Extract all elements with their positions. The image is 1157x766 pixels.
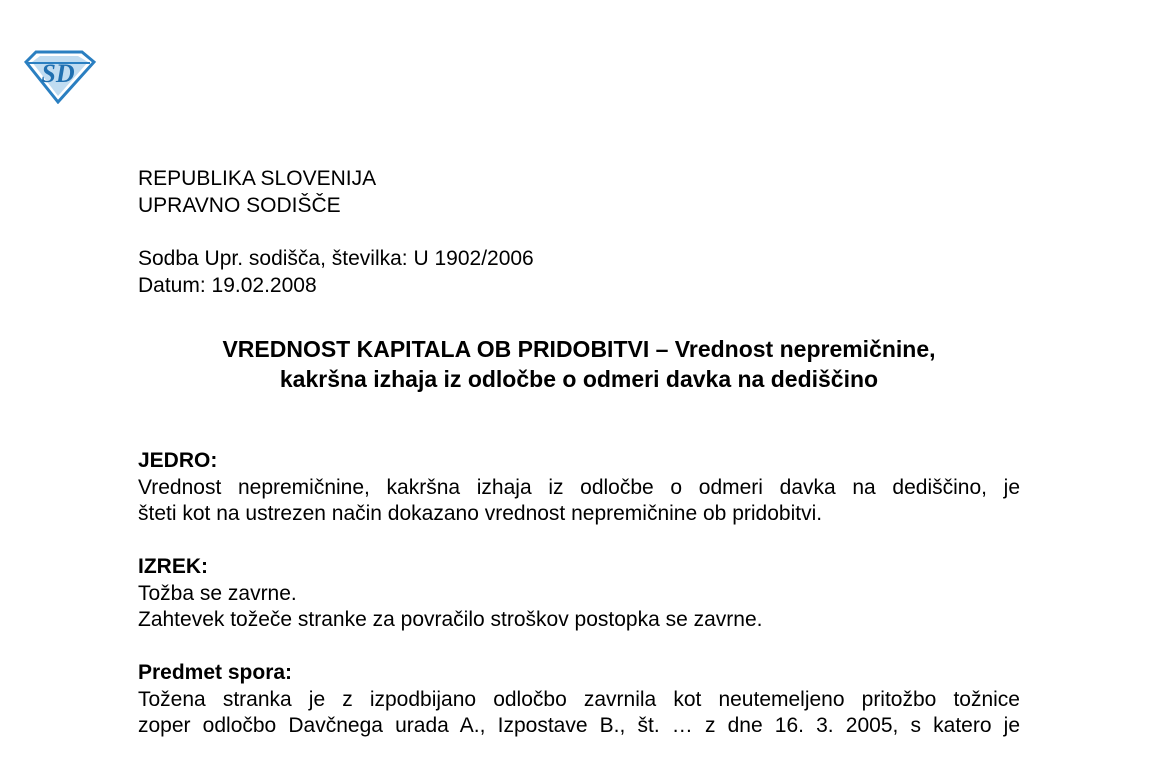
header-country: REPUBLIKA SLOVENIJA: [138, 167, 377, 190]
section-heading: Predmet spora:: [138, 661, 293, 684]
title-line-2: kakršna izhaja iz odločbe o odmeri davka na dediščino: [279, 366, 879, 392]
section-line: Tožba se zavrne.: [138, 581, 297, 605]
section-line: šteti kot na ustrezen način dokazano vrednost nepremičnine ob pridobitvi.: [138, 502, 823, 525]
case-date: Datum: 19.02.2008: [138, 273, 317, 297]
shield-logo-icon: [22, 48, 96, 104]
document-page: [138, 166, 1020, 766]
section-izrek: [138, 554, 1020, 634]
document-title: [98, 334, 1060, 394]
title-line-1: VREDNOST KAPITALA OB PRIDOBITVI – Vrednost nepremičnine,: [222, 336, 936, 362]
header-court: UPRAVNO SODIŠČE: [138, 193, 341, 217]
section-heading: JEDRO:: [138, 449, 218, 472]
section-line: zoper odločbo Davčnega urada A., Izpostave B., št. … z dne 16. 3. 2005, s katero je: [138, 714, 1020, 737]
svg-text:SD: SD: [41, 59, 75, 88]
section-line: Vrednost nepremičnine, kakršna izhaja iz odločbe o odmeri davka na dediščino, je: [138, 475, 1020, 499]
section-line: Zahtevek tožeče stranke za povračilo stroškov postopka se zavrne.: [138, 608, 763, 631]
case-number: Sodba Upr. sodišča, številka: U 1902/2006: [138, 247, 534, 270]
section-predmet: [138, 660, 1020, 740]
section-heading: IZREK:: [138, 555, 208, 578]
section-line: Tožena stranka je z izpodbijano odločbo zavrnila kot neutemeljeno pritožbo tožnice: [138, 687, 1020, 711]
section-jedro: [138, 448, 1020, 528]
court-logo: [22, 48, 96, 104]
